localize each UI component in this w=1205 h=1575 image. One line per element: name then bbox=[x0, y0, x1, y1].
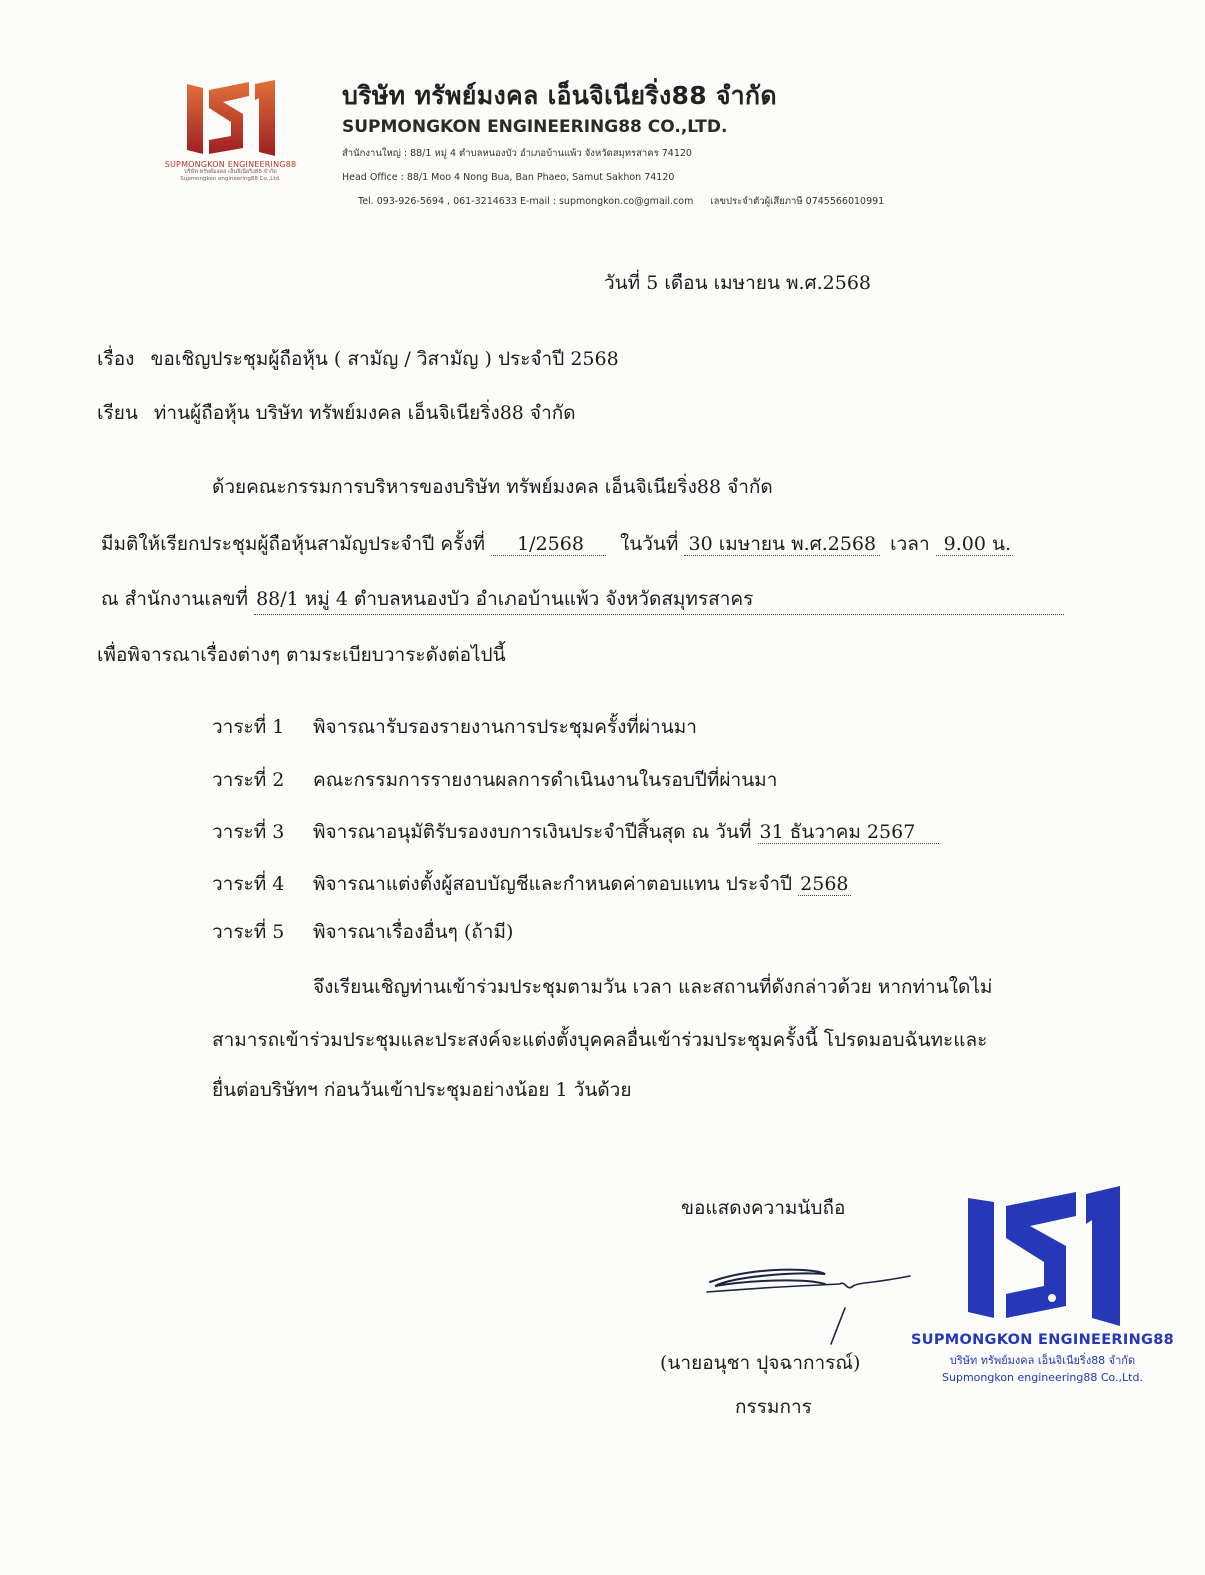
agenda-1-text: พิจารณารับรองรายงานการประชุมครั้งที่ผ่านมา bbox=[313, 716, 697, 738]
letterhead-text bbox=[342, 76, 884, 209]
agenda-1-number: วาระที่ 1 bbox=[212, 716, 285, 738]
body-line-2-date-label: ในวันที่ bbox=[619, 533, 679, 555]
agenda-3-text: พิจารณาอนุมัติรับรองงบการเงินประจำปีสิ้นสุด ณ วันที่ bbox=[313, 821, 752, 843]
stamp-company-name: SUPMONGKON ENGINEERING88 bbox=[911, 1332, 1174, 1348]
stamp-logo-icon bbox=[958, 1180, 1128, 1330]
agenda-2-number: วาระที่ 2 bbox=[212, 769, 285, 791]
body-line-2 bbox=[101, 529, 1013, 559]
agenda-3-number: วาระที่ 3 bbox=[212, 821, 285, 843]
subject-line bbox=[97, 344, 619, 374]
logo-company-thai: บริษัท ทรัพย์มงคล เอ็นจิเนียริ่ง88 จำกัด bbox=[184, 169, 277, 175]
stamp-company-english: Supmongkon engineering88 Co.,Ltd. bbox=[942, 1371, 1143, 1384]
body-line-4: เพื่อพิจารณาเรื่องต่างๆ ตามระเบียบวาระดังต่อไปนี้ bbox=[97, 644, 506, 666]
agenda-4-text: พิจารณาแต่งตั้งผู้สอบบัญชีและกำหนดค่าตอบแทน ประจำปี bbox=[313, 873, 793, 895]
tax-id: เลขประจำตัวผู้เสียภาษี 0745566010991 bbox=[710, 196, 885, 207]
sm-logo-icon bbox=[183, 78, 279, 158]
agenda-4-fill: 2568 bbox=[800, 873, 849, 895]
company-logo bbox=[138, 78, 323, 183]
signer-title: กรรมการ bbox=[735, 1396, 812, 1418]
handwritten-signature bbox=[695, 1262, 925, 1352]
logo-company-english: Supmongkon engineering88 Co.,Ltd. bbox=[180, 176, 281, 182]
agenda-4-number: วาระที่ 4 bbox=[212, 873, 285, 895]
agenda-4-line bbox=[313, 869, 851, 899]
contact-phone-email: Tel. 093-926-5694 , 061-3214633 E-mail : supmongkon.co@gmail.com bbox=[358, 196, 694, 207]
agenda-3-line bbox=[313, 817, 939, 847]
signer-name: (นายอนุชา ปุจฉาการณ์) bbox=[660, 1352, 861, 1374]
logo-company-name: SUPMONGKON ENGINEERING88 bbox=[164, 160, 297, 169]
agenda-2-text: คณะกรรมการรายงานผลการดำเนินงานในรอบปีที่ผ่านมา bbox=[313, 769, 778, 791]
body-line-2-start: มีมติให้เรียกประชุมผู้ถือหุ้นสามัญประจำปี ครั้งที่ bbox=[101, 533, 486, 555]
company-name-thai: บริษัท ทรัพย์มงคล เอ็นจิเนียริ่ง88 จำกัด bbox=[342, 81, 777, 110]
subject-label: เรื่อง bbox=[97, 348, 135, 370]
company-stamp bbox=[900, 1180, 1185, 1384]
contact-line bbox=[358, 194, 884, 209]
recipient-text: ท่านผู้ถือหุ้น บริษัท ทรัพย์มงคล เอ็นจิเนียริ่ง88 จำกัด bbox=[153, 402, 576, 424]
closing-line-1: จึงเรียนเชิญท่านเข้าร่วมประชุมตามวัน เวลา และสถานที่ดังกล่าวด้วย หากท่านใดไม่ bbox=[313, 976, 993, 998]
subject-text: ขอเชิญประชุมผู้ถือหุ้น ( สามัญ / วิสามัญ ) ประจำปี 2568 bbox=[150, 348, 619, 370]
meeting-time: 9.00 น. bbox=[936, 533, 1013, 556]
body-line-2-time-label: เวลา bbox=[890, 533, 930, 555]
recipient-line bbox=[97, 398, 576, 428]
body-line-1: ด้วยคณะกรรมการบริหารของบริษัท ทรัพย์มงคล เอ็นจิเนียริ่ง88 จำกัด bbox=[212, 476, 773, 498]
recipient-label: เรียน bbox=[97, 402, 138, 424]
agenda-3-fill: 31 ธันวาคม 2567 bbox=[758, 821, 940, 844]
stamp-company-thai: บริษัท ทรัพย์มงคล เอ็นจิเนียริ่ง88 จำกัด bbox=[949, 1354, 1136, 1367]
body-line-3 bbox=[101, 584, 1064, 615]
company-name-english: SUPMONGKON ENGINEERING88 CO.,LTD. bbox=[342, 117, 728, 137]
closing-line-3: ยื่นต่อบริษัทฯ ก่อนวันเข้าประชุมอย่างน้อย 1 วันด้วย bbox=[212, 1079, 632, 1101]
agenda-5-text: พิจารณาเรื่องอื่นๆ (ถ้ามี) bbox=[313, 921, 514, 943]
meeting-number: 1/2568 bbox=[491, 533, 606, 556]
address-english: Head Office : 88/1 Moo 4 Nong Bua, Ban Phaeo, Samut Sakhon 74120 bbox=[342, 172, 675, 183]
address-thai: สำนักงานใหญ่ : 88/1 หมู่ 4 ตำบลหนองบัว อำเภอบ้านแพ้ว จังหวัดสมุทรสาคร 74120 bbox=[342, 148, 692, 159]
meeting-date: 30 เมษายน พ.ศ.2568 bbox=[684, 533, 880, 556]
venue-text: 88/1 หมู่ 4 ตำบลหนองบัว อำเภอบ้านแพ้ว จังหวัดสมุทรสาคร bbox=[254, 584, 1064, 615]
regards: ขอแสดงความนับถือ bbox=[681, 1197, 846, 1219]
letter-date: วันที่ 5 เดือน เมษายน พ.ศ.2568 bbox=[604, 272, 872, 294]
venue-label: ณ สำนักงานเลขที่ bbox=[101, 588, 249, 610]
agenda-5-number: วาระที่ 5 bbox=[212, 921, 285, 943]
closing-line-2: สามารถเข้าร่วมประชุมและประสงค์จะแต่งตั้งบุคคลอื่นเข้าร่วมประชุมครั้งนี้ โปรดมอบฉันทะและ bbox=[212, 1029, 988, 1051]
